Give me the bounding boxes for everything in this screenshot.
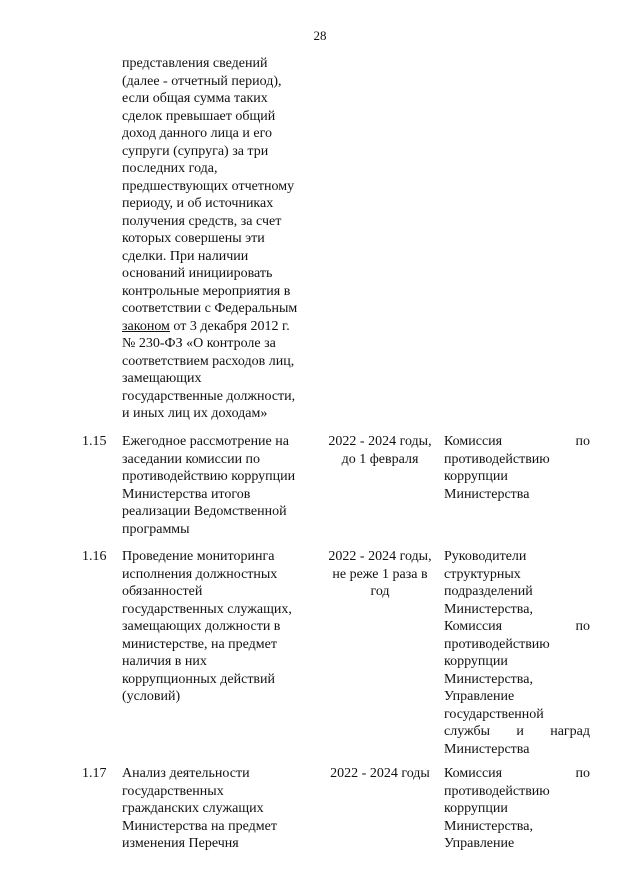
text-line: гражданских служащих (122, 801, 264, 816)
text-line: замещающих (122, 371, 202, 386)
text-line: реализации Ведомственной (122, 504, 287, 519)
text-line: до 1 февраля (341, 451, 419, 467)
row-description (122, 765, 322, 853)
word: Комиссия (444, 434, 503, 449)
text-line: (условий) (122, 689, 181, 704)
text-line: представления сведений (122, 56, 268, 71)
row-number: 1.15 (82, 434, 107, 449)
row-deadline (323, 433, 437, 468)
text-line: структурных (444, 566, 521, 582)
text-line: замещающих должности в (122, 619, 281, 634)
text-line: периоду, и об источниках (122, 196, 274, 211)
text-line: министерстве, на предмет (122, 636, 277, 652)
text-line: противодействию (444, 636, 550, 652)
text-line: Министерства на предмет (122, 818, 277, 834)
text-line: Анализ деятельности (122, 766, 250, 781)
text-line: заседании комиссии по (122, 451, 261, 467)
text-line: контрольные мероприятия в (122, 283, 291, 299)
word: Комиссия (444, 619, 503, 634)
text-line: которых совершены эти (122, 231, 265, 246)
text-line: год (370, 584, 390, 599)
word: по (575, 619, 590, 634)
text-line: подразделений (444, 584, 533, 599)
text-line: обязанностей (122, 584, 203, 599)
text-line: коррупционных действий (122, 671, 276, 687)
text-line: 2022 - 2024 годы (330, 766, 430, 781)
text-line: соответствии с Федеральным (122, 301, 298, 316)
text-line: не реже 1 раза в (332, 566, 428, 582)
text-line: и иных лиц их доходам» (122, 406, 268, 421)
text-line: государственной (444, 706, 544, 722)
law-link[interactable]: законом (122, 318, 170, 334)
text-line: наличия в них (122, 654, 207, 669)
word: и (516, 724, 524, 739)
text-line: 2022 - 2024 годы, (328, 434, 432, 449)
text-line: (далее - отчетный период), (122, 73, 282, 89)
continued-description (122, 55, 327, 423)
row-responsible (444, 548, 590, 758)
text-line: если общая сумма таких (122, 91, 268, 106)
row-number: 1.16 (82, 549, 107, 564)
text-line: Проведение мониторинга (122, 549, 275, 564)
word: Комиссия (444, 766, 503, 781)
word: по (575, 766, 590, 781)
row-description (122, 548, 322, 706)
text-line: Министерства итогов (122, 486, 251, 502)
text-line: Министерства, (444, 671, 533, 687)
row-responsible (444, 765, 590, 853)
text-line: супруги (супруга) за три (122, 143, 269, 159)
text-line: Министерства, (444, 601, 533, 617)
text-line: коррупции (444, 469, 508, 484)
text-line: Министерства (444, 741, 530, 757)
text-line: получения средств, за счет (122, 213, 282, 229)
row-description (122, 433, 322, 538)
text-line: изменения Перечня (122, 836, 239, 851)
text-line: исполнения должностных (122, 566, 278, 582)
text-line: государственные должности, (122, 388, 296, 404)
text-line: доход данного лица и его (122, 126, 272, 141)
text-line: 2022 - 2024 годы, (328, 549, 432, 564)
row-deadline (323, 765, 437, 783)
text-line: Управление (444, 689, 515, 704)
text-line (444, 723, 590, 741)
text-line: Министерства, (444, 818, 533, 834)
row-deadline (323, 548, 437, 601)
text-line: последних года, (122, 161, 218, 176)
text-line (444, 433, 590, 451)
text-line: № 230-ФЗ «О контроле за (122, 336, 276, 351)
text-line: оснований инициировать (122, 266, 273, 281)
text-line: государственных служащих, (122, 601, 292, 617)
text-line (444, 618, 590, 636)
text-line: предшествующих отчетному (122, 178, 295, 194)
text-line: программы (122, 521, 190, 537)
text-line: противодействию (444, 783, 550, 799)
text-line (122, 318, 327, 336)
word: по (575, 434, 590, 449)
row-responsible (444, 433, 590, 503)
text-line: Руководители (444, 549, 527, 564)
row-number: 1.17 (82, 766, 107, 781)
text-line: сделки. При наличии (122, 248, 249, 264)
text-line: Управление (444, 836, 515, 851)
word: службы (444, 724, 491, 739)
text-line: коррупции (444, 801, 508, 816)
text-line: противодействию (444, 451, 550, 467)
text-line (444, 765, 590, 783)
text-line: коррупции (444, 654, 508, 669)
text-line: Ежегодное рассмотрение на (122, 434, 289, 449)
page-number: 28 (313, 28, 327, 43)
text-line: соответствием расходов лиц, (122, 353, 295, 369)
word: наград (550, 724, 590, 739)
text-line: Министерства (444, 486, 530, 502)
text-line: противодействию коррупции (122, 469, 296, 484)
law-date: от 3 декабря 2012 г. (169, 318, 290, 334)
text-line: государственных (122, 783, 224, 799)
text-line: сделок превышает общий (122, 108, 276, 124)
